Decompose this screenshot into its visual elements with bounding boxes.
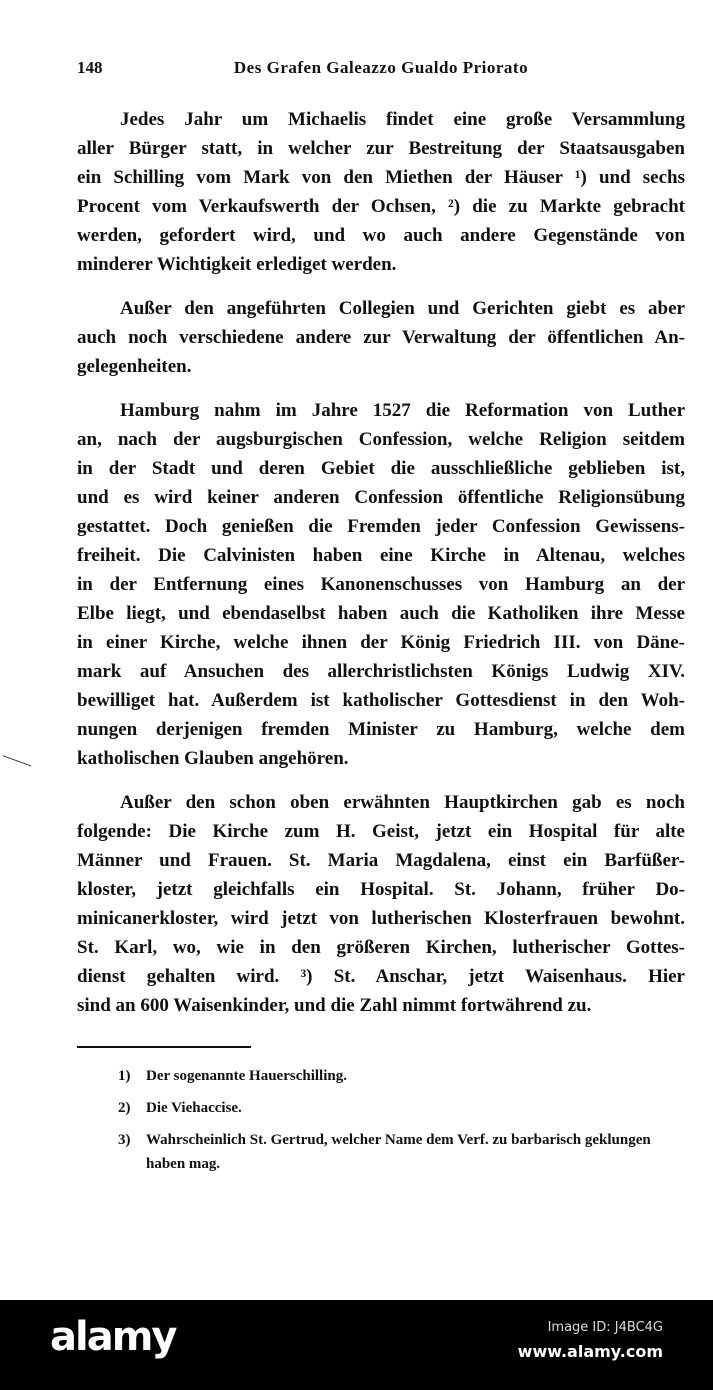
text-line: aller Bürger statt, in welcher zur Bestreitung der Staatsausgaben xyxy=(77,138,685,159)
text-line: in einer Kirche, welche ihnen der König Friedrich III. von Däne- xyxy=(77,632,685,653)
text-line: auch noch verschiedene andere zur Verwaltung der öffentlichen An- xyxy=(77,327,685,348)
text-line: sind an 600 Waisenkinder, und die Zahl nimmt fortwährend zu. xyxy=(77,995,592,1016)
page-number: 148 xyxy=(77,58,103,77)
text-line: gestattet. Doch genießen die Fremden jeder Confession Gewissens- xyxy=(77,516,685,537)
footnote-text: Die Viehaccise. xyxy=(146,1100,242,1116)
alamy-logo: alamy xyxy=(50,1314,176,1360)
text-line: freiheit. Die Calvinisten haben eine Kirche in Altenau, welches xyxy=(77,545,685,566)
text-line: werden, gefordert wird, und wo auch andere Gegenstände von xyxy=(77,225,685,246)
footnote xyxy=(118,1064,685,1088)
text-line: nungen derjenigen fremden Minister zu Hamburg, welche dem xyxy=(77,719,685,740)
footnote-text: Wahrscheinlich St. Gertrud, welcher Name dem Verf. zu barbarisch geklungen haben mag. xyxy=(146,1132,651,1172)
watermark-bar xyxy=(0,1300,713,1390)
text-line: Hamburg nahm im Jahre 1527 die Reformation von Luther xyxy=(120,400,685,421)
paragraph xyxy=(77,788,685,1020)
text-line: St. Karl, wo, wie in den größeren Kirchen, lutherischer Gottes- xyxy=(77,937,685,958)
body-text xyxy=(77,105,685,1035)
paragraph xyxy=(77,294,685,381)
scan-mark xyxy=(0,755,31,777)
footnote-rule xyxy=(77,1046,251,1048)
footnote-number: 1) xyxy=(118,1068,131,1084)
text-line: Außer den angeführten Collegien und Gerichten giebt es aber xyxy=(120,298,685,319)
footnotes xyxy=(118,1064,685,1184)
footnote xyxy=(118,1128,685,1176)
text-line: gelegenheiten. xyxy=(77,356,192,377)
paragraph xyxy=(77,396,685,773)
text-line: katholischen Glauben angehören. xyxy=(77,748,349,769)
text-line: Elbe liegt, und ebendaselbst haben auch die Katholiken ihre Messe xyxy=(77,603,685,624)
watermark-url: www.alamy.com xyxy=(517,1342,663,1361)
text-line: Jedes Jahr um Michaelis findet eine große Versammlung xyxy=(120,109,685,130)
text-line: in der Entfernung eines Kanonenschusses von Hamburg an der xyxy=(77,574,685,595)
text-line: kloster, jetzt gleichfalls ein Hospital. St. Johann, früher Do- xyxy=(77,879,685,900)
text-line: an, nach der augsburgischen Confession, welche Religion seitdem xyxy=(77,429,685,450)
text-line: Procent vom Verkaufswerth der Ochsen, ²) die zu Markte gebracht xyxy=(77,196,685,217)
text-line: bewilliget hat. Außerdem ist katholischer Gottesdienst in den Woh- xyxy=(77,690,685,711)
image-id: Image ID: J4BC4G xyxy=(547,1320,663,1335)
text-line: Außer den schon oben erwähnten Hauptkirchen gab es noch xyxy=(120,792,685,813)
text-line: in der Stadt und deren Gebiet die ausschließliche geblieben ist, xyxy=(77,458,685,479)
footnote-number: 3) xyxy=(118,1132,131,1148)
text-line: Männer und Frauen. St. Maria Magdalena, einst ein Barfüßer- xyxy=(77,850,685,871)
footnote-number: 2) xyxy=(118,1100,131,1116)
text-line: ein Schilling vom Mark von den Miethen der Häuser ¹) und sechs xyxy=(77,167,685,188)
footnote xyxy=(118,1096,685,1120)
text-line: mark auf Ansuchen des allerchristlichsten Königs Ludwig XIV. xyxy=(77,661,685,682)
page-header xyxy=(77,58,685,82)
text-line: dienst gehalten wird. ³) St. Anschar, jetzt Waisenhaus. Hier xyxy=(77,966,685,987)
text-line: folgende: Die Kirche zum H. Geist, jetzt ein Hospital für alte xyxy=(77,821,685,842)
text-line: minicanerkloster, wird jetzt von lutherischen Klosterfrauen bewohnt. xyxy=(77,908,685,929)
text-line: und es wird keiner anderen Confession öffentliche Religionsübung xyxy=(77,487,685,508)
text-line: minderer Wichtigkeit erlediget werden. xyxy=(77,254,397,275)
paragraph xyxy=(77,105,685,279)
running-title: Des Grafen Galeazzo Gualdo Priorato xyxy=(233,58,529,77)
footnote-text: Der sogenannte Hauerschilling. xyxy=(146,1068,347,1084)
